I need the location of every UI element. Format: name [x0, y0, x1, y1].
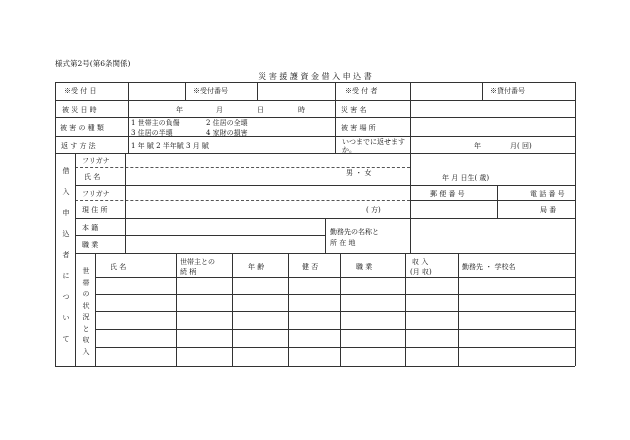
repay-month-times: 月( 回) — [510, 142, 532, 150]
furigana-label: フリガナ — [82, 157, 110, 165]
disaster-day: 日 — [257, 106, 264, 114]
col-age: 年 齢 — [248, 263, 265, 271]
occupation-label: 職 業 — [82, 241, 99, 249]
repay-method-label: 返 す 方 法 — [61, 142, 96, 150]
disaster-year: 年 — [176, 106, 183, 114]
col-job: 職 業 — [356, 263, 373, 271]
form-number: 様式第2号(第6条関係) — [55, 59, 131, 68]
honseki-label: 本 籍 — [82, 224, 99, 232]
repay-until-label: いつまでに返せますか。 — [342, 138, 405, 155]
postal-label: 郵 便 番 号 — [430, 190, 465, 198]
col-relation-1: 世帯主との — [180, 258, 215, 266]
damage-type-label: 被 害 の 種 類 — [60, 124, 104, 132]
repay-methods: 1 年 賦 2 半年賦 3 月 賦 — [131, 142, 209, 150]
disaster-name-label: 災 害 名 — [341, 106, 367, 114]
col-relation-2: 続 柄 — [180, 268, 197, 276]
damage-type-2: 2 住居の全壊 — [206, 119, 248, 127]
local-no-label: 局 番 — [540, 206, 557, 214]
address-label: 現 住 所 — [82, 206, 108, 214]
phone-paren-label: ( 方) — [366, 206, 381, 214]
loan-no-label: ※貸付番号 — [490, 87, 525, 95]
repay-year: 年 — [474, 142, 481, 150]
damage-place-label: 被 害 場 所 — [341, 124, 376, 132]
gender-label: 男 ・ 女 — [346, 169, 372, 177]
workplace-label-2: 所 在 地 — [330, 239, 356, 247]
receiver-label: ※受 付 者 — [345, 87, 378, 95]
col-workplace: 勤務先 ・ 学校名 — [462, 263, 516, 271]
col-name: 氏 名 — [110, 263, 127, 271]
name-label: 氏 名 — [84, 173, 101, 181]
birth-label: 年 月 日生( 歳) — [442, 174, 490, 182]
col-income-1: 収 入 — [412, 258, 429, 266]
form-title: 災 害 援 護 資 金 借 入 申 込 書 — [258, 72, 372, 81]
receipt-no-label: ※受付番号 — [193, 87, 228, 95]
damage-type-4: 4 家財の損害 — [206, 129, 248, 137]
damage-type-1: 1 世帯主の負傷 — [131, 119, 180, 127]
borrower-vertical-label: 借 入 申 込 者 に つ い て — [62, 167, 70, 343]
disaster-month: 月 — [216, 106, 223, 114]
disaster-datetime-label: 被 災 日 時 — [62, 106, 97, 114]
household-vertical-label: 世 帯 の 状 況 と 収 入 — [82, 267, 90, 356]
disaster-hour: 時 — [298, 106, 305, 114]
col-income-2: (月 収) — [410, 268, 432, 276]
col-health: 健 否 — [302, 263, 319, 271]
damage-type-3: 3 住居の半壊 — [131, 129, 173, 137]
receipt-date-label: ※受 付 日 — [64, 87, 97, 95]
workplace-label-1: 勤務先の名称と — [330, 228, 379, 236]
phone-label: 電 話 番 号 — [530, 190, 565, 198]
furigana2-label: フリガナ — [82, 190, 110, 198]
